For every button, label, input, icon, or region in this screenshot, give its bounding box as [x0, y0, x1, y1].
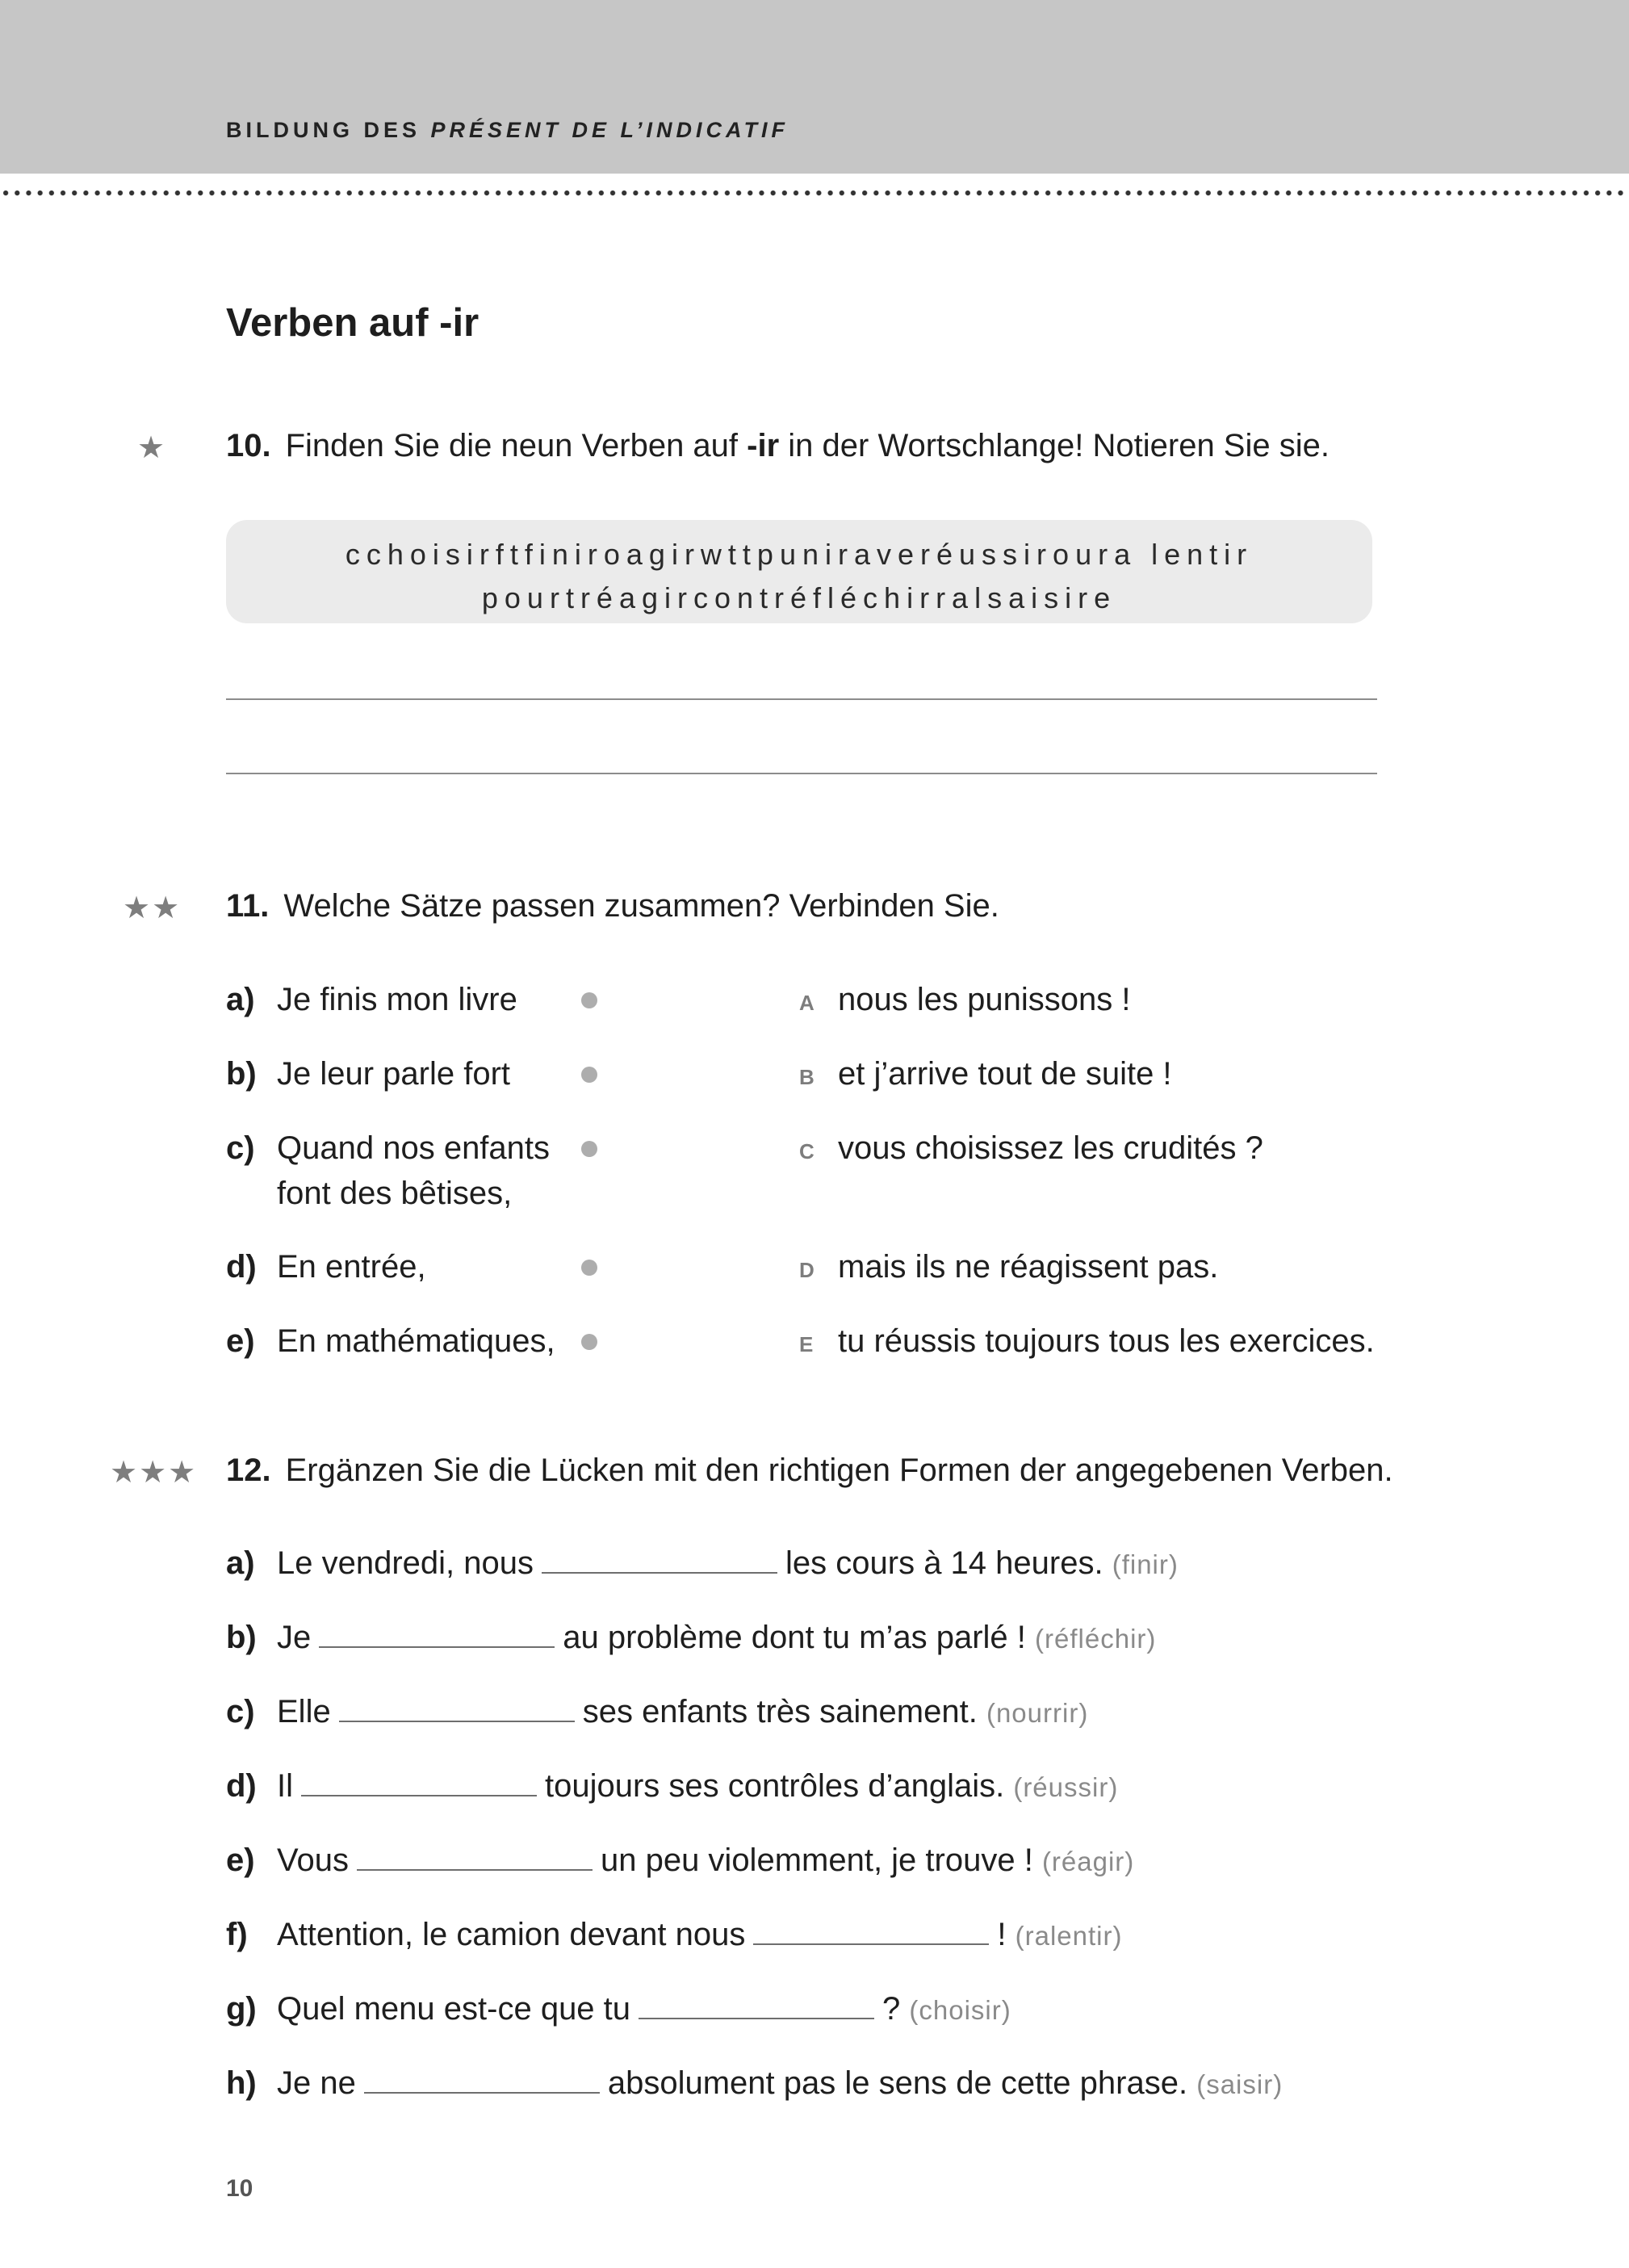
connect-dot-left[interactable]	[581, 1067, 597, 1083]
match-row-a: a) Je finis mon livre A nous les punissons !	[226, 982, 1131, 1017]
fill-blank[interactable]	[339, 1692, 575, 1722]
fill-blank[interactable]	[301, 1766, 537, 1796]
section-title: Verben auf -ir	[226, 301, 479, 345]
answer-line-2[interactable]	[226, 773, 1377, 774]
connect-dot-left[interactable]	[581, 992, 597, 1008]
exercise-12-instruction: 12. Ergänzen Sie die Lücken mit den richtigen Formen der angegebenen Verben.	[226, 1453, 1393, 1488]
page-number: 10	[226, 2175, 253, 2202]
exercise-10-instruction: 10. Finden Sie die neun Verben auf -ir in der Wortschlange! Notieren Sie sie.	[226, 428, 1330, 463]
difficulty-stars-icon: ★	[137, 430, 167, 465]
fill-blank[interactable]	[542, 1543, 777, 1574]
match-row-c: c) Quand nos enfants font des bêtises, C vous choisissez les crudités ?	[226, 1130, 1263, 1211]
answer-line-1[interactable]	[226, 698, 1377, 700]
match-row-b: b) Je leur parle fort B et j’arrive tout de suite !	[226, 1056, 1172, 1092]
word-snake-line-1: cchoisirftfiniroagirwttpuniraveréussiroura lentir	[345, 538, 1254, 571]
connect-dot-left[interactable]	[581, 1334, 597, 1350]
header-band	[0, 0, 1629, 174]
exercise-number: 10.	[226, 428, 271, 463]
word-snake-line-2: pourtréagircontréfléchirralsaisire	[481, 581, 1117, 614]
fill-blank[interactable]	[364, 2063, 600, 2094]
fill-blank[interactable]	[319, 1617, 555, 1648]
difficulty-stars-icon: ★★	[123, 890, 182, 925]
dotted-divider	[0, 188, 1629, 198]
connect-dot-left[interactable]	[581, 1260, 597, 1276]
exercise-11-instruction: 11. Welche Sätze passen zusammen? Verbinden Sie.	[226, 888, 999, 924]
connect-dot-left[interactable]	[581, 1141, 597, 1157]
exercise-number: 12.	[226, 1453, 271, 1488]
fill-blank[interactable]	[357, 1840, 593, 1871]
fill-blank[interactable]	[753, 1914, 989, 1945]
match-row-e: e) En mathématiques, E tu réussis toujours tous les exercices.	[226, 1323, 1375, 1359]
exercise-number: 11.	[226, 888, 270, 924]
match-row-d: d) En entrée, D mais ils ne réagissent pas.	[226, 1249, 1219, 1285]
word-snake-box	[226, 520, 1372, 623]
running-head: BILDUNG DES PRÉSENT DE L’INDICATIF	[226, 118, 789, 142]
difficulty-stars-icon: ★★★	[110, 1454, 198, 1490]
fill-blank[interactable]	[639, 1989, 874, 2019]
